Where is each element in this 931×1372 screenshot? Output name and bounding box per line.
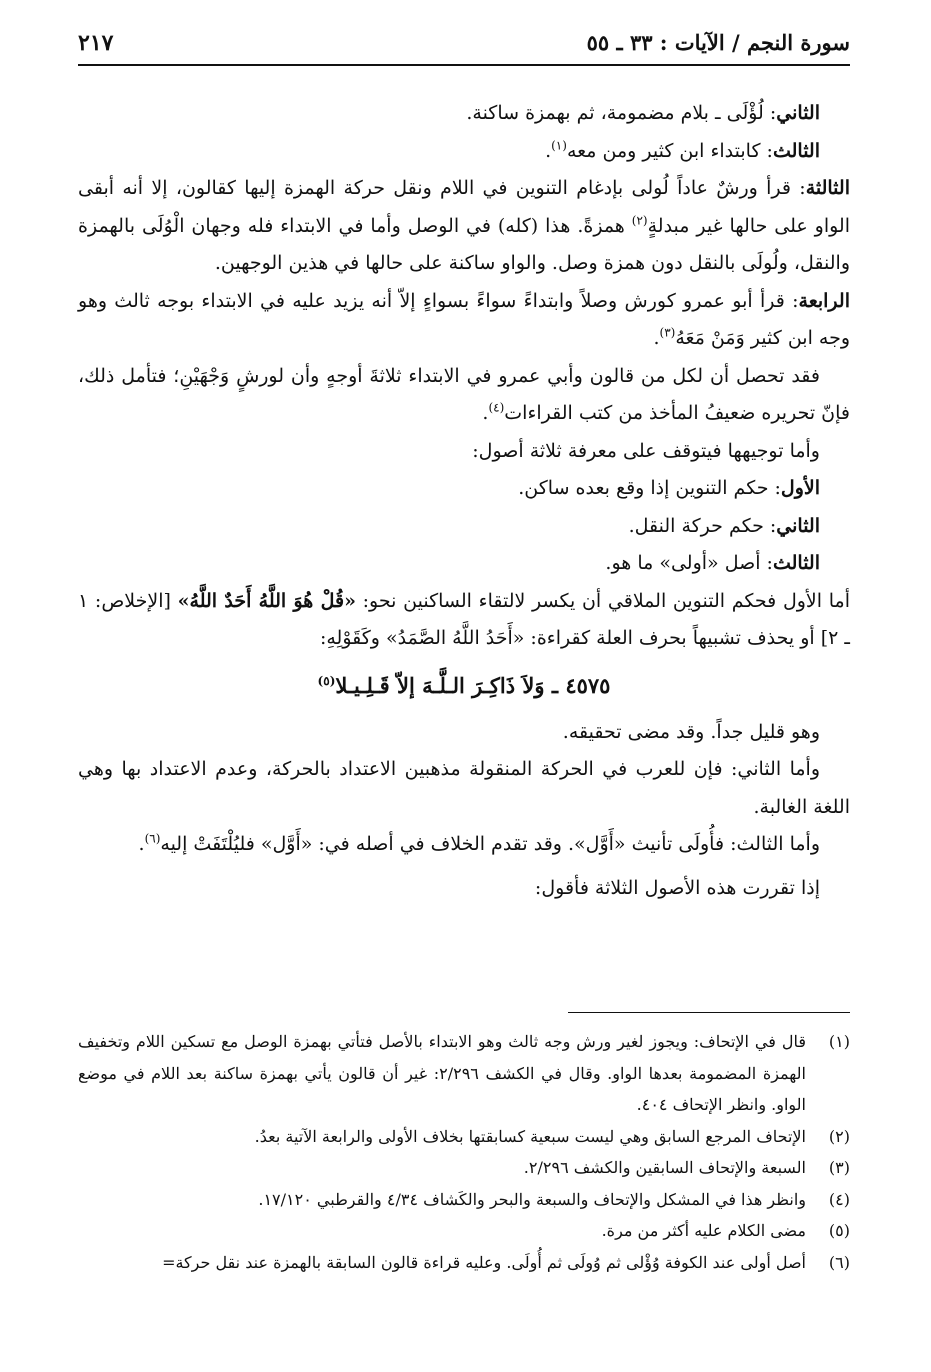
page-header: [78, 28, 850, 68]
paragraph-text: : لُؤْلَى ـ بلام مضمومة، ثم بهمزة ساكنة.: [466, 102, 777, 124]
paragraph-rare-note: [78, 714, 850, 752]
paragraph-label: الثالث: [772, 552, 820, 574]
footnote-text: قال في الإتحاف: ويجوز لغير ورش وجه ثالث وهو الابتداء بالأصل فتأتي بهمزة الوصل مع تسكين اللام وتخفيف الهمزة المضمومة بعدها الواو. وقال في الكشف ٢/٢٩٦: غير أن قالون يأتي بهمزة ساكنة بعد اللام في موضع الواو. وانظر الإتحاف ٤٠٤.: [78, 1032, 806, 1114]
footnote-text: مضى الكلام عليه أكثر من مرة.: [601, 1221, 806, 1240]
header-rule: [78, 64, 850, 66]
paragraph-tail: .: [482, 402, 489, 424]
footnote-text: الإتحاف المرجع السابق وهي ليست سبعية كسابقتها بخلاف الأولى والرابعة الآتية بعدُ.: [254, 1126, 806, 1146]
paragraph-third-variant: [78, 170, 850, 283]
paragraph-fourth-variant: [78, 283, 850, 358]
paragraph-principle-three: [78, 545, 850, 583]
paragraph-tail: .: [653, 327, 660, 349]
footnotes: [78, 1026, 850, 1278]
footnote-separator: [568, 1012, 850, 1013]
paragraph-tail: .: [545, 139, 552, 162]
quran-quote: «قُلْ هُوَ اللَّهُ أَحَدٌ اللَّهُ»: [177, 589, 356, 612]
paragraph-label: الأول: [780, 477, 820, 499]
paragraph-text-continued: همزةً. هذا (كله) في الوصل وأما في الابتداء فله وجهان الْوُلَى بالهمزة والنقل، ولُولَى بالنقل دون همزة وصل. والواو ساكنة على حالها في هذين الوجهين.: [78, 214, 850, 274]
paragraph-text: فقد تحصل أن لكل من قالون وأبي عمرو في الابتداء ثلاثةَ أوجهٍ وأن لورشٍ وَجْهَيْنِ؛ فتأمل ذلك، فإنّ تحريره ضعيفُ المأخذ من كتب القراءات: [78, 364, 850, 424]
footnote-number: (٦): [828, 1252, 850, 1272]
running-title: سورة النجم / الآيات : ٣٣ ـ ٥٥: [586, 30, 850, 55]
paragraph-text: وأما توجيهها فيتوقف على معرفة ثلاثة أصول:: [472, 439, 820, 462]
footnote-ref: (٢): [631, 213, 648, 228]
paragraph-text-continued: [الإخلاص: ١ ـ ٢] أو يحذف تشبيهاً بحرف العلة كقراءة: «أَحَدُ اللَّهُ الصَّمَدُ» وكَقَوْلِهِ:: [78, 589, 850, 649]
footnote: [78, 1152, 850, 1184]
paragraph-text: : قرأ أبو عمرو كورش وصلاً وابتداءً سواءً بسواءٍ إلاّ أنه يزيد عليه في الابتداء بوجه ثالث وهو وجه ابن كثير وَمَنْ مَعَهُ: [78, 289, 850, 349]
paragraph-text: : حكم التنوين إذا وقع بعده ساكن.: [518, 477, 781, 499]
footnote-number: (٥): [828, 1221, 850, 1240]
paragraph-label: الثالثة: [805, 177, 850, 199]
paragraph-label: الرابعة: [798, 289, 850, 312]
paragraph-label: الثاني: [776, 514, 820, 537]
footnote-ref: (٣): [659, 325, 676, 340]
paragraph-text: أما الأول فحكم التنوين الملاقي أن يكسر لالتقاء الساكنين نحو:: [355, 589, 850, 612]
paragraph-text: إذا تقررت هذه الأصول الثلاثة فأقول:: [534, 876, 820, 899]
paragraph-principle-one: [78, 470, 850, 508]
footnote-ref: (١): [551, 138, 567, 153]
footnote: [78, 1121, 850, 1153]
footnote-text: أصل أولى عند الكوفة وُؤْلى ثم وُولَى ثم أُولَى. وعليه قراءة قالون السابقة بالهمزة عند نقل حركة=: [162, 1252, 806, 1272]
footnote: [78, 1184, 850, 1216]
paragraph-conclusion-intro: [78, 870, 850, 908]
paragraph-tail: .: [138, 833, 145, 855]
footnote-ref: (٦): [144, 831, 161, 846]
footnote-number: (٤): [828, 1189, 850, 1209]
page-number: ٢١٧: [78, 30, 114, 56]
footnote-number: (٢): [828, 1126, 850, 1146]
paragraph-text: وأما الثالث: فأُولَى تأنيث «أَوَّل». وقد تقدم الخلاف في أصله في: «أَوَّل» فليُلْتَفَتْ إليه: [160, 833, 820, 855]
paragraph-label: الثالث: [772, 139, 820, 162]
paragraph-text: وهو قليل جداً. وقد مضى تحقيقه.: [562, 720, 820, 743]
paragraph-first-principle-explained: [78, 583, 850, 658]
poetry-text: ٤٥٧٥ ـ وَلاَ ذَاكِـرَ الـلَّـهَ إلاّ قَـلِـيـلا: [335, 672, 611, 698]
footnote-text: السبعة والإتحاف السابقين والكشف ٢/٢٩٦.: [523, 1158, 806, 1177]
paragraph-text: : كابتداء ابن كثير ومن معه: [566, 139, 773, 162]
footnote: [78, 1247, 850, 1279]
footnote: [78, 1026, 850, 1121]
paragraph-third-principle-explained: [78, 826, 850, 864]
footnote-ref: (٥): [317, 673, 336, 688]
main-text: [78, 95, 850, 907]
footnote-number: (٣): [828, 1158, 850, 1177]
footnote-ref: (٤): [488, 400, 505, 415]
footnote-number: (١): [828, 1032, 850, 1051]
poetry-verse: [78, 658, 850, 714]
paragraph-text: وأما الثاني: فإن للعرب في الحركة المنقولة مذهبين الاعتداد بالحركة، وعدم الاعتداد بها وهي اللغة الغالبة.: [78, 758, 850, 818]
footnote: [78, 1215, 850, 1247]
footnote-text: وانظر هذا في المشكل والإتحاف والسبعة والبحر والكَشاف ٤/٣٤ والقرطبي ١٧/١٢٠.: [258, 1189, 806, 1209]
paragraph-principles-intro: [78, 433, 850, 471]
paragraph-principle-two: [78, 508, 850, 546]
paragraph-second-reading: [78, 95, 850, 133]
paragraph-text: : قرأ ورشٌ عاداً لُولى بإدغام التنوين في اللام ونقل حركة الهمزة إليها كقالون، إلا أنه أبقى الواو على حالها غير مبدلةٍ: [78, 177, 850, 237]
paragraph-summary: [78, 358, 850, 433]
paragraph-text: : أصل «أولى» ما هو.: [605, 552, 773, 574]
paragraph-third-reading: [78, 133, 850, 171]
paragraph-second-principle-explained: [78, 751, 850, 826]
paragraph-text: : حكم حركة النقل.: [628, 514, 777, 537]
paragraph-label: الثاني: [776, 102, 820, 124]
